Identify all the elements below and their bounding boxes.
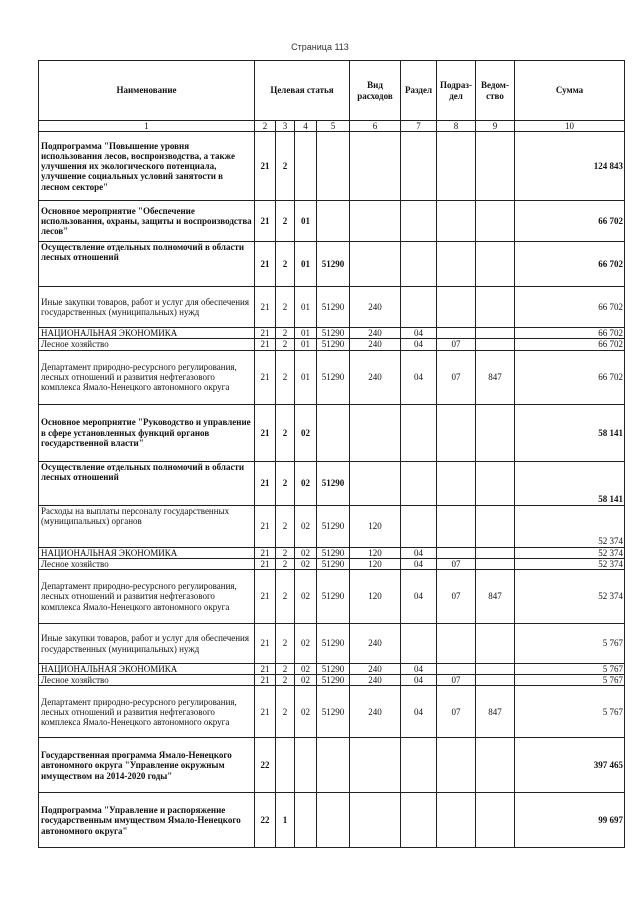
row-target-3: 02 — [295, 675, 317, 686]
row-department — [476, 404, 515, 461]
table-row — [39, 738, 625, 793]
row-subsection: 07 — [437, 675, 476, 686]
row-name: Лесное хозяйство — [39, 675, 255, 686]
row-target-2: 2 — [276, 675, 295, 686]
row-target-4: 51290 — [317, 350, 350, 404]
row-sum: 58 141 — [515, 404, 625, 461]
row-target-4: 51290 — [317, 547, 350, 558]
row-target-3: 02 — [295, 558, 317, 569]
row-target-4: 51290 — [317, 339, 350, 350]
row-sum: 5 767 — [515, 686, 625, 738]
col-number: 6 — [350, 121, 401, 132]
row-target-3: 02 — [295, 505, 317, 547]
row-target-1: 21 — [255, 350, 276, 404]
row-target-4: 51290 — [317, 242, 350, 287]
row-target-3: 02 — [295, 664, 317, 675]
row-target-3: 01 — [295, 201, 317, 242]
row-target-4 — [317, 738, 350, 793]
row-target-4 — [317, 793, 350, 848]
row-target-1: 21 — [255, 686, 276, 738]
header-row — [39, 61, 625, 121]
table-row — [39, 675, 625, 686]
row-name: Лесное хозяйство — [39, 339, 255, 350]
row-target-2: 2 — [276, 547, 295, 558]
row-sum: 5 767 — [515, 624, 625, 664]
row-exp-type — [350, 793, 401, 848]
row-sum: 66 702 — [515, 339, 625, 350]
row-sum: 5 767 — [515, 664, 625, 675]
row-target-3: 01 — [295, 350, 317, 404]
row-target-1: 21 — [255, 570, 276, 624]
row-target-2: 2 — [276, 350, 295, 404]
row-sum: 66 702 — [515, 287, 625, 328]
row-subsection — [437, 547, 476, 558]
row-sum: 52 374 — [515, 570, 625, 624]
row-target-1: 21 — [255, 664, 276, 675]
row-target-4 — [317, 132, 350, 201]
table-row — [39, 339, 625, 350]
table-row — [39, 242, 625, 287]
table-row — [39, 461, 625, 505]
row-exp-type: 240 — [350, 624, 401, 664]
row-department — [476, 558, 515, 569]
row-section — [401, 201, 437, 242]
row-target-3: 02 — [295, 547, 317, 558]
row-subsection — [437, 404, 476, 461]
row-exp-type: 120 — [350, 558, 401, 569]
row-department — [476, 664, 515, 675]
row-target-4: 51290 — [317, 328, 350, 339]
row-target-3: 01 — [295, 287, 317, 328]
row-target-4: 51290 — [317, 624, 350, 664]
table-row — [39, 624, 625, 664]
row-name: НАЦИОНАЛЬНАЯ ЭКОНОМИКА — [39, 328, 255, 339]
row-target-3: 01 — [295, 242, 317, 287]
row-section — [401, 287, 437, 328]
row-exp-type — [350, 242, 401, 287]
table-row — [39, 570, 625, 624]
row-exp-type: 240 — [350, 350, 401, 404]
row-target-3: 02 — [295, 461, 317, 505]
row-subsection: 07 — [437, 570, 476, 624]
row-target-1: 21 — [255, 624, 276, 664]
col-number: 7 — [401, 121, 437, 132]
header-department: Ведом-ство — [476, 61, 515, 121]
row-sum: 58 141 — [515, 461, 625, 505]
row-target-3: 01 — [295, 339, 317, 350]
row-sum: 66 702 — [515, 328, 625, 339]
row-exp-type: 120 — [350, 505, 401, 547]
row-department — [476, 287, 515, 328]
row-target-4: 51290 — [317, 287, 350, 328]
row-target-3: 02 — [295, 570, 317, 624]
row-target-1: 21 — [255, 505, 276, 547]
row-subsection — [437, 461, 476, 505]
table-row — [39, 686, 625, 738]
row-exp-type: 240 — [350, 339, 401, 350]
row-section — [401, 404, 437, 461]
table-row — [39, 793, 625, 848]
row-subsection — [437, 664, 476, 675]
row-department — [476, 505, 515, 547]
row-name: Расходы на выплаты персоналу государственных (муниципальных) органов — [39, 505, 255, 547]
row-target-1: 22 — [255, 738, 276, 793]
col-number: 1 — [39, 121, 255, 132]
column-number-row — [39, 121, 625, 132]
row-name: Департамент природно-ресурсного регулирования, лесных отношений и развития нефтегазового комплекса Ямало-Ненецкого автономного округа — [39, 686, 255, 738]
row-target-2: 2 — [276, 686, 295, 738]
row-target-2: 2 — [276, 570, 295, 624]
row-department — [476, 328, 515, 339]
row-exp-type: 240 — [350, 686, 401, 738]
row-name: Подпрограмма "Управление и распоряжение государственным имуществом Ямало-Ненецкого автономного округа" — [39, 793, 255, 848]
row-section: 04 — [401, 350, 437, 404]
row-section — [401, 461, 437, 505]
row-target-1: 21 — [255, 242, 276, 287]
row-target-4: 51290 — [317, 570, 350, 624]
row-target-2: 2 — [276, 242, 295, 287]
row-sum: 52 374 — [515, 547, 625, 558]
row-target-1: 21 — [255, 675, 276, 686]
row-name: Иные закупки товаров, работ и услуг для обеспечения государственных (муниципальных) нужд — [39, 624, 255, 664]
row-sum: 66 702 — [515, 242, 625, 287]
row-target-1: 21 — [255, 558, 276, 569]
row-name: Иные закупки товаров, работ и услуг для обеспечения государственных (муниципальных) нужд — [39, 287, 255, 328]
row-target-4 — [317, 201, 350, 242]
row-department — [476, 201, 515, 242]
row-name: Основное мероприятие "Обеспечение использования, охраны, защиты и воспроизводства лесов" — [39, 201, 255, 242]
row-subsection: 07 — [437, 350, 476, 404]
row-section: 04 — [401, 675, 437, 686]
row-exp-type — [350, 461, 401, 505]
row-target-4: 51290 — [317, 461, 350, 505]
row-section: 04 — [401, 570, 437, 624]
row-sum: 99 697 — [515, 793, 625, 848]
row-subsection — [437, 242, 476, 287]
row-name: Осуществление отдельных полномочий в области лесных отношений — [39, 461, 255, 505]
row-subsection: 07 — [437, 686, 476, 738]
row-target-2: 2 — [276, 201, 295, 242]
table-row — [39, 201, 625, 242]
row-target-2: 2 — [276, 287, 295, 328]
table-row — [39, 664, 625, 675]
row-target-1: 21 — [255, 201, 276, 242]
row-section — [401, 793, 437, 848]
row-subsection — [437, 287, 476, 328]
budget-table — [38, 60, 625, 848]
row-target-3 — [295, 793, 317, 848]
row-department: 847 — [476, 570, 515, 624]
row-subsection: 07 — [437, 558, 476, 569]
row-subsection — [437, 328, 476, 339]
row-target-3: 01 — [295, 328, 317, 339]
header-name: Наименование — [39, 61, 255, 121]
table-row — [39, 328, 625, 339]
row-subsection — [437, 738, 476, 793]
col-number: 8 — [437, 121, 476, 132]
row-exp-type: 240 — [350, 675, 401, 686]
row-target-4: 51290 — [317, 686, 350, 738]
table-row — [39, 547, 625, 558]
row-sum: 5 767 — [515, 675, 625, 686]
row-section: 04 — [401, 664, 437, 675]
row-subsection — [437, 505, 476, 547]
table-row — [39, 287, 625, 328]
row-exp-type: 240 — [350, 664, 401, 675]
row-exp-type — [350, 404, 401, 461]
row-target-4: 51290 — [317, 558, 350, 569]
table-row — [39, 404, 625, 461]
row-target-1: 21 — [255, 328, 276, 339]
row-target-3: 02 — [295, 404, 317, 461]
row-target-4: 51290 — [317, 505, 350, 547]
row-department — [476, 242, 515, 287]
row-target-1: 21 — [255, 132, 276, 201]
row-sum: 66 702 — [515, 201, 625, 242]
row-target-1: 21 — [255, 287, 276, 328]
row-exp-type — [350, 201, 401, 242]
row-target-1: 22 — [255, 793, 276, 848]
header-section: Раздел — [401, 61, 437, 121]
row-target-1: 21 — [255, 461, 276, 505]
row-target-3 — [295, 738, 317, 793]
row-sum: 397 465 — [515, 738, 625, 793]
row-department — [476, 624, 515, 664]
row-target-2: 1 — [276, 793, 295, 848]
row-target-1: 21 — [255, 404, 276, 461]
row-target-2: 2 — [276, 624, 295, 664]
row-name: Департамент природно-ресурсного регулирования, лесных отношений и развития нефтегазового комплекса Ямало-Ненецкого автономного округа — [39, 570, 255, 624]
header-sum: Сумма — [515, 61, 625, 121]
header-subsection: Подраз-дел — [437, 61, 476, 121]
row-section: 04 — [401, 686, 437, 738]
table-row — [39, 132, 625, 201]
row-name: Лесное хозяйство — [39, 558, 255, 569]
row-department — [476, 738, 515, 793]
row-exp-type — [350, 132, 401, 201]
row-department — [476, 461, 515, 505]
row-target-4 — [317, 404, 350, 461]
row-target-2: 2 — [276, 558, 295, 569]
row-subsection — [437, 132, 476, 201]
row-exp-type: 240 — [350, 328, 401, 339]
col-number: 2 — [255, 121, 276, 132]
row-department — [476, 547, 515, 558]
row-target-2: 2 — [276, 339, 295, 350]
row-sum: 52 374 — [515, 505, 625, 547]
row-department: 847 — [476, 350, 515, 404]
row-target-2: 2 — [276, 664, 295, 675]
row-section: 04 — [401, 328, 437, 339]
row-name: Осуществление отдельных полномочий в области лесных отношений — [39, 242, 255, 287]
row-department — [476, 675, 515, 686]
row-target-4: 51290 — [317, 664, 350, 675]
row-subsection: 07 — [437, 339, 476, 350]
row-section — [401, 132, 437, 201]
row-section — [401, 242, 437, 287]
row-department — [476, 132, 515, 201]
row-target-1: 21 — [255, 547, 276, 558]
row-target-1: 21 — [255, 339, 276, 350]
row-section: 04 — [401, 339, 437, 350]
row-sum: 124 843 — [515, 132, 625, 201]
row-section: 04 — [401, 547, 437, 558]
row-name: Основное мероприятие "Руководство и управление в сфере установленных функций органов государственной власти" — [39, 404, 255, 461]
table-row — [39, 505, 625, 547]
col-number: 3 — [276, 121, 295, 132]
row-sum: 66 702 — [515, 350, 625, 404]
row-target-4: 51290 — [317, 675, 350, 686]
row-target-2: 2 — [276, 404, 295, 461]
row-subsection — [437, 793, 476, 848]
row-name: Департамент природно-ресурсного регулирования, лесных отношений и развития нефтегазового комплекса Ямало-Ненецкого автономного округа — [39, 350, 255, 404]
row-subsection — [437, 201, 476, 242]
row-exp-type: 240 — [350, 287, 401, 328]
row-target-3 — [295, 132, 317, 201]
col-number: 9 — [476, 121, 515, 132]
row-target-3: 02 — [295, 686, 317, 738]
row-name: Подпрограмма "Повышение уровня использования лесов, воспроизводства, а также улучшения их экологического потенциала, улучшение социальных условий занятости в лесном секторе" — [39, 132, 255, 201]
page-caption: Страница 113 — [291, 42, 349, 52]
row-target-2 — [276, 738, 295, 793]
row-department — [476, 793, 515, 848]
table-row — [39, 558, 625, 569]
row-target-2: 2 — [276, 132, 295, 201]
row-exp-type — [350, 738, 401, 793]
col-number: 4 — [295, 121, 317, 132]
row-exp-type: 120 — [350, 570, 401, 624]
row-department — [476, 339, 515, 350]
row-name: Государственная программа Ямало-Ненецкого автономного округа "Управление окружным имуществом на 2014-2020 годы" — [39, 738, 255, 793]
row-target-2: 2 — [276, 328, 295, 339]
header-target: Целевая статья — [255, 61, 350, 121]
row-target-2: 2 — [276, 461, 295, 505]
row-name: НАЦИОНАЛЬНАЯ ЭКОНОМИКА — [39, 547, 255, 558]
row-subsection — [437, 624, 476, 664]
row-section — [401, 738, 437, 793]
col-number: 10 — [515, 121, 625, 132]
row-target-3: 02 — [295, 624, 317, 664]
row-sum: 52 374 — [515, 558, 625, 569]
row-exp-type: 120 — [350, 547, 401, 558]
row-section: 04 — [401, 558, 437, 569]
header-exp-type: Вид расходов — [350, 61, 401, 121]
row-section — [401, 505, 437, 547]
col-number: 5 — [317, 121, 350, 132]
table-row — [39, 350, 625, 404]
row-target-2: 2 — [276, 505, 295, 547]
row-name: НАЦИОНАЛЬНАЯ ЭКОНОМИКА — [39, 664, 255, 675]
row-section — [401, 624, 437, 664]
row-department: 847 — [476, 686, 515, 738]
